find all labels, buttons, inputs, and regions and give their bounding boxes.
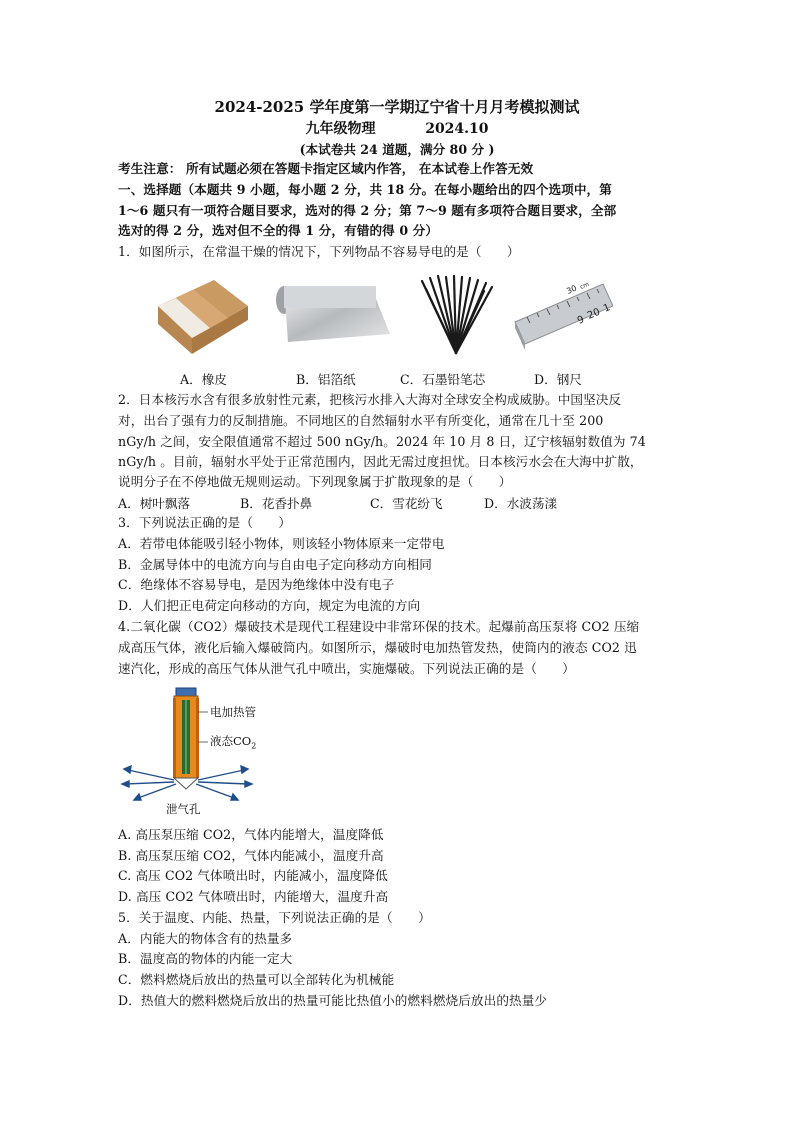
q4-line-2: 成高压气体，液化后输入爆破筒内。如图所示，爆破时电加热管发热，使筒内的液态 CO2 迅 [118, 640, 637, 655]
label-vent-hole: 泄气孔 [166, 802, 201, 816]
ruler-mark-9: 9 [575, 314, 587, 327]
q4-option-a: A. 高压泵压缩 CO2，气体内能增大，温度降低 [118, 827, 384, 842]
q3-option-b: B．金属导体中的电流方向与自由电子定向移动方向相同 [118, 557, 433, 572]
ruler-mark-30: 30 [565, 283, 579, 296]
q2-option-b: B．花香扑鼻 [240, 496, 313, 511]
q1-stem: 1．如图所示，在常温干燥的情况下，下列物品不容易导电的是（ ） [118, 244, 520, 259]
q5-stem: 5．关于温度、内能、热量，下列说法正确的是（ ） [118, 910, 431, 925]
section1-line-3: 选对的得 2 分，选对但不全的得 1 分，有错的得 0 分） [118, 223, 439, 238]
q3-option-a: A．若带电体能吸引轻小物体，则该轻小物体原来一定带电 [118, 536, 445, 551]
q2-line-2: 对，出台了强有力的反制措施。不同地区的自然辐射水平有所变化，通常在几十至 200 [118, 413, 604, 428]
ruler-mark-20: 20 [585, 306, 602, 322]
q2-option-a: A．树叶飘落 [118, 496, 191, 511]
candidate-notice: 考生注意： 所有试题必须在答题卡指定区域内作答， 在本试卷上作答无效 [118, 161, 534, 176]
q5-option-b: B．温度高的物体的内能一定大 [118, 951, 293, 966]
graphite-lead-image [418, 275, 494, 357]
steel-ruler-image [513, 272, 613, 358]
q2-line-5: 说明分子在不停地做无规则运动。下列现象属于扩散现象的是（ ） [118, 474, 512, 489]
q4-option-d: D. 高压 CO2 气体喷出时，内能增大，温度升高 [118, 889, 389, 904]
q1-option-d: D．钢尺 [534, 372, 582, 387]
q3-option-c: C．绝缘体不容易导电，是因为绝缘体中没有电子 [118, 577, 395, 592]
q4-line-3: 速汽化，形成的高压气体从泄气孔中喷出，实施爆破。下列说法正确的是（ ） [118, 661, 575, 676]
ruler-mark-cm: cm [579, 280, 591, 291]
exam-note: (本试卷共 24 道题，满分 80 分 ) [299, 142, 495, 157]
subject-line [0, 118, 794, 138]
q4-line-1: 4.二氧化碳（CO2）爆破技术是现代工程建设中非常环保的技术。起爆前高压泵将 CO2 压缩 [118, 619, 640, 634]
q2-line-3: nGy/h 之间，安全限值通常不超过 500 nGy/h。2024 年 10 月 8 日，辽宁核辐射数值为 74 [118, 434, 646, 449]
label-heater-tube: 电加热管 [210, 705, 256, 719]
q3-option-d: D．人们把正电荷定向移动的方向，规定为电流的方向 [118, 598, 421, 613]
label-liquid-co2-sub: 2 [251, 741, 257, 751]
section1-line-1: 一、选择题（本题共 9 小题，每小题 2 分，共 18 分。在每小题给出的四个选项中，第 [118, 182, 612, 197]
q4-option-b: B. 高压泵压缩 CO2，气体内能减小，温度升高 [118, 848, 384, 863]
exam-title: 2024-2025 学年度第一学期辽宁省十月月考模拟测试 [214, 98, 580, 116]
q1-option-b: B．铝箔纸 [296, 372, 356, 387]
q2-option-c: C．雪花纷飞 [370, 496, 443, 511]
aluminum-foil-image [274, 282, 392, 348]
q1-option-c: C．石墨铅笔芯 [400, 372, 486, 387]
q5-option-d: D．热值大的燃料燃烧后放出的热量可能比热值小的燃料燃烧后放出的热量少 [118, 993, 548, 1008]
q2-option-d: D．水波荡漾 [484, 496, 558, 511]
label-liquid-co2-text: 液态CO [210, 734, 252, 748]
eraser-image [152, 272, 250, 356]
q5-option-a: A．内能大的物体含有的热量多 [118, 931, 293, 946]
q1-option-a: A．橡皮 [180, 372, 227, 387]
section1-line-2: 1～6 题只有一项符合题目要求，选对的得 2 分；第 7～9 题有多项符合题目要求，全部 [118, 203, 617, 218]
q3-stem: 3．下列说法正确的是（ ） [118, 515, 292, 530]
subject-name: 九年级物理 [305, 121, 376, 137]
q4-option-c: C. 高压 CO2 气体喷出时，内能减小，温度降低 [118, 868, 388, 883]
ruler-mark-1: 1 [601, 302, 613, 315]
exam-date: 2024.10 [425, 121, 489, 137]
q2-line-4: nGy/h 。目前，辐射水平处于正常范围内，因此无需过度担忧。日本核污水会在大海中扩散， [118, 454, 643, 469]
q2-line-1: 2．日本核污水含有很多放射性元素，把核污水排入大海对全球安全构成威胁。中国坚决反 [118, 392, 622, 407]
q5-option-c: C．燃料燃烧后放出的热量可以全部转化为机械能 [118, 972, 395, 987]
label-liquid-co2 [210, 733, 256, 750]
